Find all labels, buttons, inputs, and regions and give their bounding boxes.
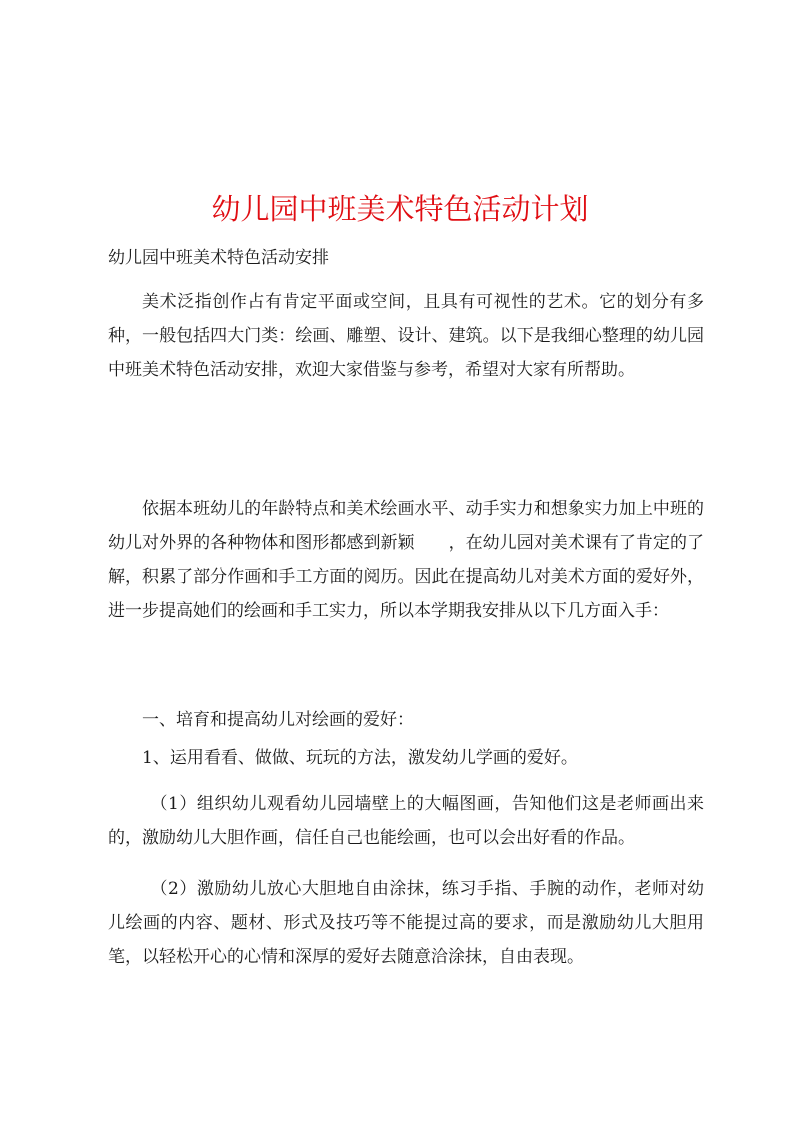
document-title: 幼儿园中班美术特色活动计划 [211, 192, 589, 227]
sub-item-1: （1）组织幼儿观看幼儿园墙壁上的大幅图画，告知他们这是老师画出来的，激励幼儿大胆作画，信任自己也能绘画，也可以会出好看的作品。 [108, 794, 704, 848]
background-paragraph: 依据本班幼儿的年龄特点和美术绘画水平、动手实力和想象实力加上中班的幼儿对外界的各种物体和图形都感到新颖 ，在幼儿园对美术课有了肯定的了解，积累了部分作画和手工方面的阅历。因此在提高幼儿对美术方面的爱好外，进一步提高她们的绘画和手工实力，所以本学期我安排从以下几方面入手： [108, 499, 704, 621]
sub-item-2: （2）激励幼儿放心大胆地自由涂抹，练习手指、手腕的动作，老师对幼儿绘画的内容、题材、形式及技巧等不能提过高的要求，而是激励幼儿大胆用笔，以轻松开心的心情和深厚的爱好去随意洽涂抹，自由表现。 [108, 879, 704, 967]
document-subtitle: 幼儿园中班美术特色活动安排 [108, 248, 329, 268]
section-heading-1: 一、培育和提高幼儿对绘画的爱好： [142, 710, 414, 730]
item-heading-1: 1、运用看看、做做、玩玩的方法，激发幼儿学画的爱好。 [142, 748, 578, 768]
intro-paragraph: 美术泛指创作占有肯定平面或空间，且具有可视性的艺术。它的划分有多种，一般包括四大门类：绘画、雕塑、设计、建筑。以下是我细心整理的幼儿园中班美术特色活动安排，欢迎大家借鉴与参考，希望对大家有所帮助。 [108, 292, 704, 380]
